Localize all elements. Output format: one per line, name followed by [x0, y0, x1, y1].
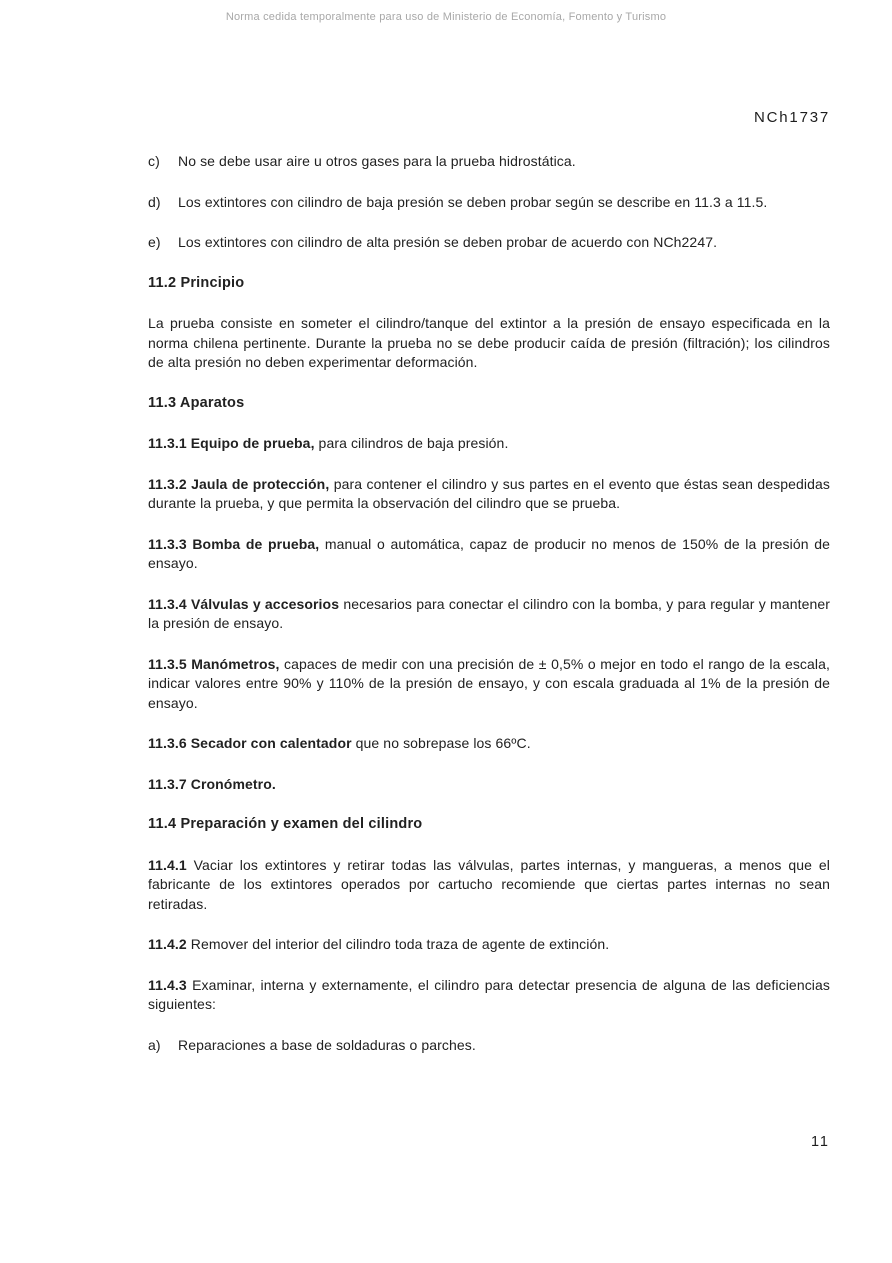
doc-code: NCh1737: [754, 109, 830, 126]
section-heading-11-3: 11.3 Aparatos: [148, 394, 245, 411]
list-item-d: [148, 193, 830, 213]
clause-11-3-7: [148, 775, 830, 795]
clause-text: para contener el cilindro y sus partes en el evento que éstas sean despedidas durante la prueba, y que permita la observación del cilindro que se prueba.: [148, 475, 830, 511]
clause-lead: 11.3.4 Válvulas y accesorios: [148, 595, 340, 612]
clause-11-3-5: [148, 655, 830, 714]
paragraph-11-2-body: La prueba consiste en someter el cilindro/tanque del extintor a la presión de ensayo especificada en la norma chilena pertinente. Durante la prueba no se debe producir caída de presión (filtración); los cilindros de alta presión no deben experimentar deformación.: [148, 315, 830, 370]
clause-lead: 11.4.1: [148, 856, 187, 873]
clause-text: manual o automática, capaz de producir no menos de 150% de la presión de ensayo.: [148, 535, 830, 571]
clause-lead: 11.3.7 Cronómetro.: [148, 775, 276, 792]
clause-11-3-6: [148, 734, 830, 754]
list-item-label: a): [148, 1036, 161, 1053]
clause-11-4-2: [148, 935, 830, 955]
clause-11-4-3: [148, 976, 830, 1015]
clause-text: que no sobrepase los 66ºC.: [351, 735, 531, 751]
clause-text: Remover del interior del cilindro toda traza de agente de extinción.: [186, 936, 610, 952]
list-item-label: e): [148, 234, 161, 250]
list-item-a: [148, 1036, 830, 1056]
clause-text: para cilindros de baja presión.: [314, 435, 509, 451]
clause-text: capaces de medir con una precisión de ± 0,5% o mejor en todo el rango de la escala, indicar valores entre 90% y 110% de la presión de ensayo, y con escala graduada al 1% de la presión de ensayo.: [148, 655, 831, 711]
clause-lead: 11.3.6 Secador con calentador: [148, 735, 352, 751]
list-item-label: d): [148, 193, 161, 210]
list-item-text: Reparaciones a base de soldaduras o parches.: [178, 1036, 476, 1053]
clause-11-3-3: [148, 535, 830, 574]
clause-text: Examinar, interna y externamente, el cilindro para detectar presencia de alguna de las deficiencias siguientes:: [148, 976, 830, 1012]
section-heading-11-4: 11.4 Preparación y examen del cilindro: [148, 816, 423, 832]
section-heading-11-2: 11.2 Principio: [148, 274, 245, 291]
document-content: [148, 152, 830, 1055]
list-item-text: No se debe usar aire u otros gases para la prueba hidrostática.: [178, 153, 576, 169]
clause-11-3-1: [148, 434, 830, 454]
clause-11-3-2: [148, 475, 830, 514]
clause-lead: 11.4.3: [148, 976, 187, 993]
list-item-e: [148, 233, 830, 253]
clause-text: Vaciar los extintores y retirar todas las válvulas, partes internas, y mangueras, a menos que el fabricante de los extintores operados por cartucho recomiende que ciertas partes internas no sean retiradas.: [148, 856, 830, 912]
header-disclaimer: Norma cedida temporalmente para uso de Ministerio de Economía, Fomento y Turismo: [225, 11, 667, 23]
clause-lead: 11.4.2: [148, 936, 187, 952]
list-item-text: Los extintores con cilindro de baja presión se deben probar según se describe en 11.3 a 11.5.: [178, 193, 768, 210]
list-item-text: Los extintores con cilindro de alta presión se deben probar de acuerdo con NCh2247.: [178, 234, 718, 250]
clause-11-4-1: [148, 856, 830, 915]
clause-lead: 11.3.5 Manómetros,: [148, 655, 280, 672]
clause-11-3-4: [148, 595, 830, 634]
clause-lead: 11.3.3 Bomba de prueba,: [148, 535, 320, 552]
clause-lead: 11.3.1 Equipo de prueba,: [148, 435, 315, 451]
list-item-c: [148, 152, 830, 172]
clause-lead: 11.3.2 Jaula de protección,: [148, 475, 330, 492]
list-item-label: c): [148, 153, 160, 169]
clause-text: necesarios para conectar el cilindro con la bomba, y para regular y mantener la presión de ensayo.: [148, 595, 830, 631]
page-number: 11: [810, 1134, 830, 1150]
